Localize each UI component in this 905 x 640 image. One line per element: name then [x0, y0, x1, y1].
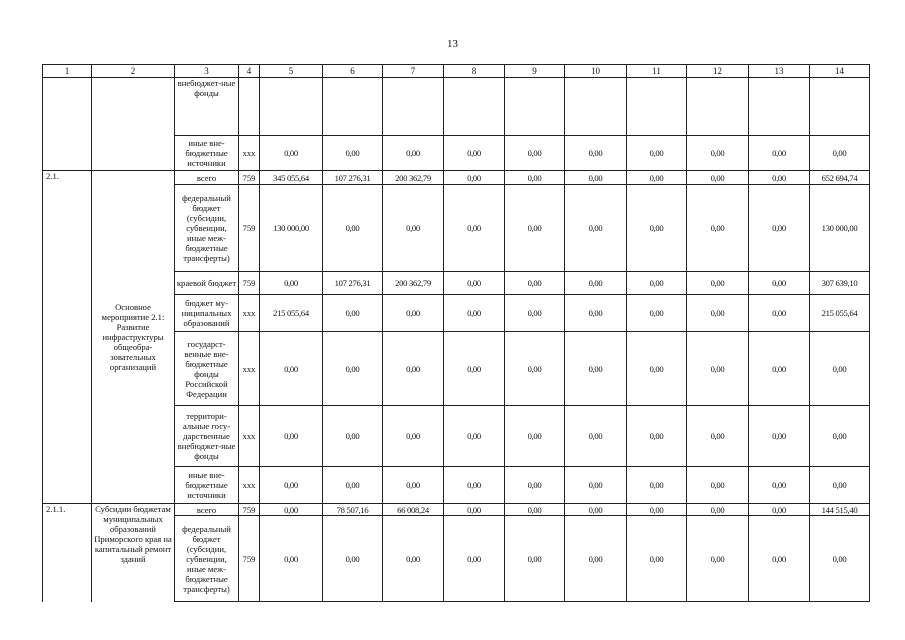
col-header: 8: [444, 65, 505, 78]
value-cell: 0,00: [749, 272, 810, 295]
value-cell: 0,00: [383, 467, 444, 504]
value-cell: 0,00: [323, 332, 383, 406]
value-cell: 200 362,79: [383, 171, 444, 185]
code-cell: xxx: [239, 406, 260, 467]
value-cell: 0,00: [323, 136, 383, 171]
value-cell: 0,00: [810, 467, 870, 504]
value-cell: 0,00: [627, 295, 687, 332]
value-cell: 0,00: [749, 406, 810, 467]
value-cell: 0,00: [505, 467, 565, 504]
value-cell: 0,00: [749, 185, 810, 272]
funding-source: государст-венные вне-бюджетные фонды Российской Федерации: [175, 332, 239, 406]
page-number: 13: [447, 38, 458, 50]
value-cell: 107 276,31: [323, 272, 383, 295]
value-cell: [444, 78, 505, 136]
col-header: 2: [92, 65, 175, 78]
item-name-cell: Субсидии бюджетам муниципальных образований Приморского края на капитальный ремонт зданий: [92, 504, 175, 602]
value-cell: 0,00: [687, 332, 749, 406]
value-cell: 0,00: [810, 136, 870, 171]
value-cell: 0,00: [687, 406, 749, 467]
value-cell: 0,00: [565, 332, 627, 406]
funding-source: краевой бюджет: [175, 272, 239, 295]
value-cell: 0,00: [260, 332, 323, 406]
code-cell: xxx: [239, 136, 260, 171]
value-cell: 0,00: [749, 171, 810, 185]
value-cell: 0,00: [260, 136, 323, 171]
value-cell: 0,00: [323, 185, 383, 272]
value-cell: 0,00: [565, 136, 627, 171]
table-row: [43, 504, 870, 516]
value-cell: 0,00: [687, 272, 749, 295]
funding-source: федеральный бюджет (субсидии, субвенции, иные меж-бюджетные трансферты): [175, 516, 239, 602]
value-cell: 652 694,74: [810, 171, 870, 185]
col-header: 7: [383, 65, 444, 78]
value-cell: 0,00: [565, 272, 627, 295]
value-cell: 0,00: [627, 516, 687, 602]
value-cell: 0,00: [565, 171, 627, 185]
value-cell: 215 055,64: [810, 295, 870, 332]
col-header: 3: [175, 65, 239, 78]
funding-source: иные вне-бюджетные источники: [175, 136, 239, 171]
item-name-cell: [92, 78, 175, 171]
item-name-cell: Основное мероприятие 2.1: Развитие инфраструктуры общеобра-зовательных организаций: [92, 171, 175, 504]
value-cell: 307 639,10: [810, 272, 870, 295]
value-cell: 0,00: [323, 467, 383, 504]
col-header: 10: [565, 65, 627, 78]
value-cell: 0,00: [565, 185, 627, 272]
funding-source: всего: [175, 171, 239, 185]
table-row: [43, 171, 870, 185]
value-cell: 0,00: [444, 406, 505, 467]
col-header: 6: [323, 65, 383, 78]
col-header: 1: [43, 65, 92, 78]
code-cell: xxx: [239, 467, 260, 504]
col-header: 13: [749, 65, 810, 78]
code-cell: 759: [239, 272, 260, 295]
value-cell: 0,00: [260, 516, 323, 602]
value-cell: 0,00: [687, 185, 749, 272]
funding-source: бюджет му-ниципальных образований: [175, 295, 239, 332]
value-cell: 0,00: [687, 516, 749, 602]
value-cell: [383, 78, 444, 136]
value-cell: 0,00: [627, 171, 687, 185]
code-cell: xxx: [239, 332, 260, 406]
value-cell: 0,00: [323, 516, 383, 602]
value-cell: 0,00: [383, 295, 444, 332]
value-cell: 0,00: [627, 136, 687, 171]
col-header: 14: [810, 65, 870, 78]
header-row: [43, 65, 870, 78]
value-cell: 0,00: [749, 295, 810, 332]
col-header: 4: [239, 65, 260, 78]
value-cell: [505, 78, 565, 136]
table-row: [43, 78, 870, 136]
value-cell: 0,00: [444, 136, 505, 171]
value-cell: 0,00: [505, 185, 565, 272]
value-cell: 0,00: [444, 467, 505, 504]
value-cell: 0,00: [749, 467, 810, 504]
value-cell: 0,00: [444, 171, 505, 185]
value-cell: 0,00: [627, 185, 687, 272]
code-cell: xxx: [239, 295, 260, 332]
funding-source: всего: [175, 504, 239, 516]
value-cell: 0,00: [810, 516, 870, 602]
value-cell: 0,00: [505, 504, 565, 516]
value-cell: 0,00: [260, 504, 323, 516]
value-cell: [687, 78, 749, 136]
value-cell: 0,00: [687, 136, 749, 171]
code-cell: 759: [239, 185, 260, 272]
value-cell: 0,00: [627, 332, 687, 406]
value-cell: 0,00: [444, 185, 505, 272]
code-cell: 759: [239, 516, 260, 602]
value-cell: 0,00: [444, 516, 505, 602]
col-header: 12: [687, 65, 749, 78]
value-cell: 0,00: [627, 406, 687, 467]
value-cell: 0,00: [565, 406, 627, 467]
value-cell: 0,00: [383, 185, 444, 272]
col-header: 11: [627, 65, 687, 78]
value-cell: 78 507,16: [323, 504, 383, 516]
funding-source: территори-альные госу-дарственные внебюджет-ные фонды: [175, 406, 239, 467]
value-cell: 130 000,00: [810, 185, 870, 272]
code-cell: [239, 78, 260, 136]
value-cell: 0,00: [687, 171, 749, 185]
value-cell: 0,00: [505, 516, 565, 602]
value-cell: 0,00: [505, 332, 565, 406]
value-cell: 0,00: [444, 272, 505, 295]
value-cell: 0,00: [810, 406, 870, 467]
value-cell: 0,00: [260, 467, 323, 504]
value-cell: 0,00: [565, 516, 627, 602]
value-cell: 0,00: [565, 467, 627, 504]
value-cell: 0,00: [505, 295, 565, 332]
value-cell: 0,00: [505, 272, 565, 295]
funding-source: внебюджет-ные фонды: [175, 78, 239, 136]
value-cell: 0,00: [687, 504, 749, 516]
value-cell: 0,00: [383, 516, 444, 602]
value-cell: 0,00: [565, 504, 627, 516]
col-header: 9: [505, 65, 565, 78]
budget-table: [42, 64, 870, 602]
item-number-cell: 2.1.1.: [43, 504, 92, 602]
value-cell: 107 276,31: [323, 171, 383, 185]
value-cell: 66 008,24: [383, 504, 444, 516]
code-cell: 759: [239, 504, 260, 516]
col-header: 5: [260, 65, 323, 78]
value-cell: 0,00: [260, 272, 323, 295]
value-cell: 130 000,00: [260, 185, 323, 272]
value-cell: 0,00: [687, 295, 749, 332]
value-cell: 0,00: [749, 504, 810, 516]
value-cell: 0,00: [505, 136, 565, 171]
value-cell: [627, 78, 687, 136]
value-cell: 0,00: [687, 467, 749, 504]
value-cell: 0,00: [383, 332, 444, 406]
value-cell: 0,00: [749, 136, 810, 171]
value-cell: [810, 78, 870, 136]
value-cell: [260, 78, 323, 136]
value-cell: 0,00: [627, 272, 687, 295]
value-cell: 0,00: [627, 467, 687, 504]
item-number-cell: [43, 78, 92, 171]
value-cell: 0,00: [505, 171, 565, 185]
value-cell: 0,00: [749, 516, 810, 602]
value-cell: 0,00: [627, 504, 687, 516]
funding-source: федеральный бюджет (субсидии, субвенции, иные меж-бюджетные трансферты): [175, 185, 239, 272]
value-cell: 0,00: [810, 332, 870, 406]
value-cell: [323, 78, 383, 136]
value-cell: 0,00: [383, 136, 444, 171]
value-cell: 0,00: [323, 406, 383, 467]
value-cell: 0,00: [260, 406, 323, 467]
value-cell: 345 055,64: [260, 171, 323, 185]
value-cell: [565, 78, 627, 136]
value-cell: 215 055,64: [260, 295, 323, 332]
value-cell: 0,00: [505, 406, 565, 467]
value-cell: 0,00: [565, 295, 627, 332]
code-cell: 759: [239, 171, 260, 185]
value-cell: 0,00: [444, 504, 505, 516]
value-cell: 0,00: [749, 332, 810, 406]
value-cell: 0,00: [444, 332, 505, 406]
funding-source: иные вне-бюджетные источники: [175, 467, 239, 504]
value-cell: 0,00: [383, 406, 444, 467]
item-number-cell: 2.1.: [43, 171, 92, 504]
value-cell: [749, 78, 810, 136]
value-cell: 200 362,79: [383, 272, 444, 295]
value-cell: 0,00: [323, 295, 383, 332]
value-cell: 0,00: [444, 295, 505, 332]
value-cell: 144 515,40: [810, 504, 870, 516]
